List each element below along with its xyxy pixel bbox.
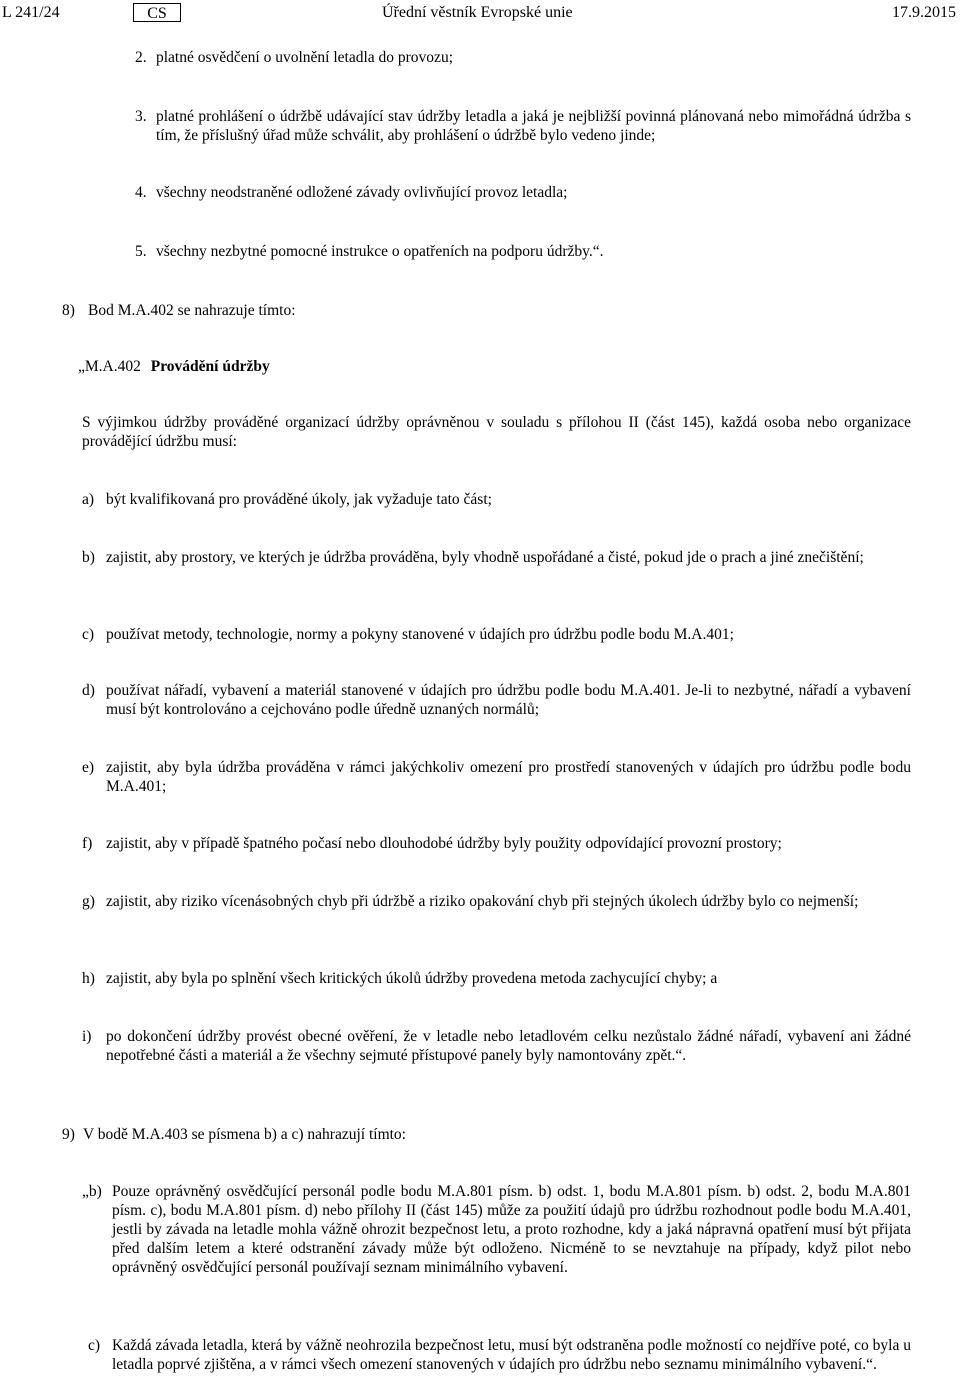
article-heading: [78, 357, 911, 376]
page-header: [0, 3, 960, 25]
amendment-text: Bod M.A.402 se nahrazuje tímto:: [88, 302, 296, 319]
intro-paragraph: [82, 413, 911, 451]
list-item-number: c): [88, 1337, 101, 1354]
language-badge: CS: [133, 3, 181, 22]
amendment-number: 8): [62, 302, 75, 319]
list-item-text: být kvalifikovaná pro prováděné úkoly, jak vyžaduje tato část;: [106, 491, 492, 508]
list-item-number: a): [82, 491, 95, 508]
list-item-number: 3.: [135, 108, 147, 125]
list-item-text: Každá závada letadla, která by vážně neohrozila bezpečnost letu, musí být odstraněna podle možností co nejdříve poté, co byla u letadla poprvé zjištěna, a v rámci všech omezení stanovených v údajích pro údržbu nebo seznamu minimálního vybavení.“.: [112, 1337, 911, 1373]
list-item-text: zajistit, aby byla po splnění všech kritických úkolů údržby provedena metoda zachycující chyby; a: [106, 970, 718, 987]
amendment-text: V bodě M.A.403 se písmena b) a c) nahrazují tímto:: [83, 1126, 406, 1143]
list-item-number: g): [82, 893, 95, 910]
article-title: Provádění údržby: [150, 358, 270, 375]
list-item-text: používat nářadí, vybavení a materiál stanovené v údajích pro údržbu podle bodu M.A.401. Je-li to nezbytné, nářadí a vybavení musí být kontrolováno a cejchováno podle úředně uznaných normálů;: [106, 682, 911, 718]
list-item-text: všechny nezbytné pomocné instrukce o opatřeních na podporu údržby.“.: [156, 243, 604, 260]
list-item-text: platné osvědčení o uvolnění letadla do provozu;: [156, 49, 453, 66]
list-item-text: zajistit, aby byla údržba prováděna v rámci jakýchkoliv omezení pro prostředí stanovených v údajích pro údržbu podle bodu M.A.401;: [106, 759, 911, 795]
list-item-number: 4.: [135, 184, 147, 201]
list-item-text: platné prohlášení o údržbě udávající stav údržby letadla a jaká je nejbližší povinná plánovaná nebo mimořádná údržba s tím, že příslušný úřad může schválit, aby prohlášení o údržbě bylo vedeno jinde;: [156, 108, 911, 144]
list-item-text: zajistit, aby riziko vícenásobných chyb při údržbě a riziko opakování chyb při stejných úkolech údržby bylo co nejmenší;: [106, 893, 859, 910]
intro-text: S výjimkou údržby prováděné organizací údržby oprávněnou v souladu s přílohou II (část 145), každá osoba nebo organizace provádějící údržbu musí:: [82, 414, 911, 450]
list-item-number: f): [82, 835, 93, 852]
amendment-number: 9): [62, 1126, 75, 1143]
list-item: [82, 1027, 911, 1065]
list-item: [82, 490, 911, 509]
list-item: [135, 48, 911, 67]
list-item: [82, 1336, 911, 1374]
list-item: [82, 681, 911, 719]
list-item: [82, 758, 911, 796]
list-item: [82, 892, 911, 911]
list-item-text: zajistit, aby prostory, ve kterých je údržba prováděna, byly vhodně uspořádané a čisté, pokud jde o prach a jiné znečištění;: [106, 549, 864, 566]
list-item: [82, 834, 911, 853]
list-item-text: zajistit, aby v případě špatného počasí nebo dlouhodobé údržby byly použity odpovídající provozní prostory;: [106, 835, 782, 852]
list-item-text: používat metody, technologie, normy a pokyny stanovené v údajích pro údržbu podle bodu M.A.401;: [106, 626, 734, 643]
list-item-text: po dokončení údržby provést obecné ověření, že v letadle nebo letadlovém celku nezůstalo žádné nářadí, vybavení ani žádné nepotřebné části a materiál a že všechny sejmuté přístupové panely byly namontovány zpět.“.: [106, 1028, 911, 1064]
publication-date: 17.9.2015: [892, 4, 956, 21]
list-item-number: 5.: [135, 243, 147, 260]
list-item: [135, 242, 911, 261]
list-item: [135, 183, 911, 202]
list-item-text: všechny neodstraněné odložené závady ovlivňující provoz letadla;: [156, 184, 568, 201]
list-item: [135, 107, 911, 145]
list-item-number: 2.: [135, 49, 147, 66]
amendment-point: [62, 301, 911, 320]
list-item: [82, 1182, 911, 1277]
list-item-number: h): [82, 970, 95, 987]
list-item-number: c): [82, 626, 95, 643]
list-item-number: i): [82, 1028, 92, 1045]
list-item-number: b): [82, 549, 95, 566]
list-item-number: „b): [82, 1183, 102, 1200]
amendment-point: [62, 1125, 911, 1144]
list-item-number: e): [82, 759, 95, 776]
list-item-text: Pouze oprávněný osvědčující personál podle bodu M.A.801 písm. b) odst. 1, bodu M.A.801 písm. b) odst. 2, bodu M.A.801 písm. c), bodu M.A.801 písm. d) nebo přílohy II (část 145) může za použití údajů pro údržbu rozhodnout podle bodu M.A.401, jestli by závada na letadle mohla vážně ohrozit bezpečnost letu, a proto rozhodne, kdy a jaká nápravná opatření musí být přijata před dalším letem a které odstranění závady může být odloženo. Nicméně to se nevztahuje na případy, když pilot nebo oprávněný osvědčující personál používají seznam minimálního vybavení.: [112, 1183, 911, 1276]
article-number: „M.A.402: [78, 358, 141, 375]
list-item-number: d): [82, 682, 95, 699]
list-item: [82, 625, 911, 644]
page-reference: L 241/24: [2, 4, 60, 21]
list-item: [82, 548, 911, 567]
journal-title: Úřední věstník Evropské unie: [382, 4, 573, 21]
list-item: [82, 969, 911, 988]
